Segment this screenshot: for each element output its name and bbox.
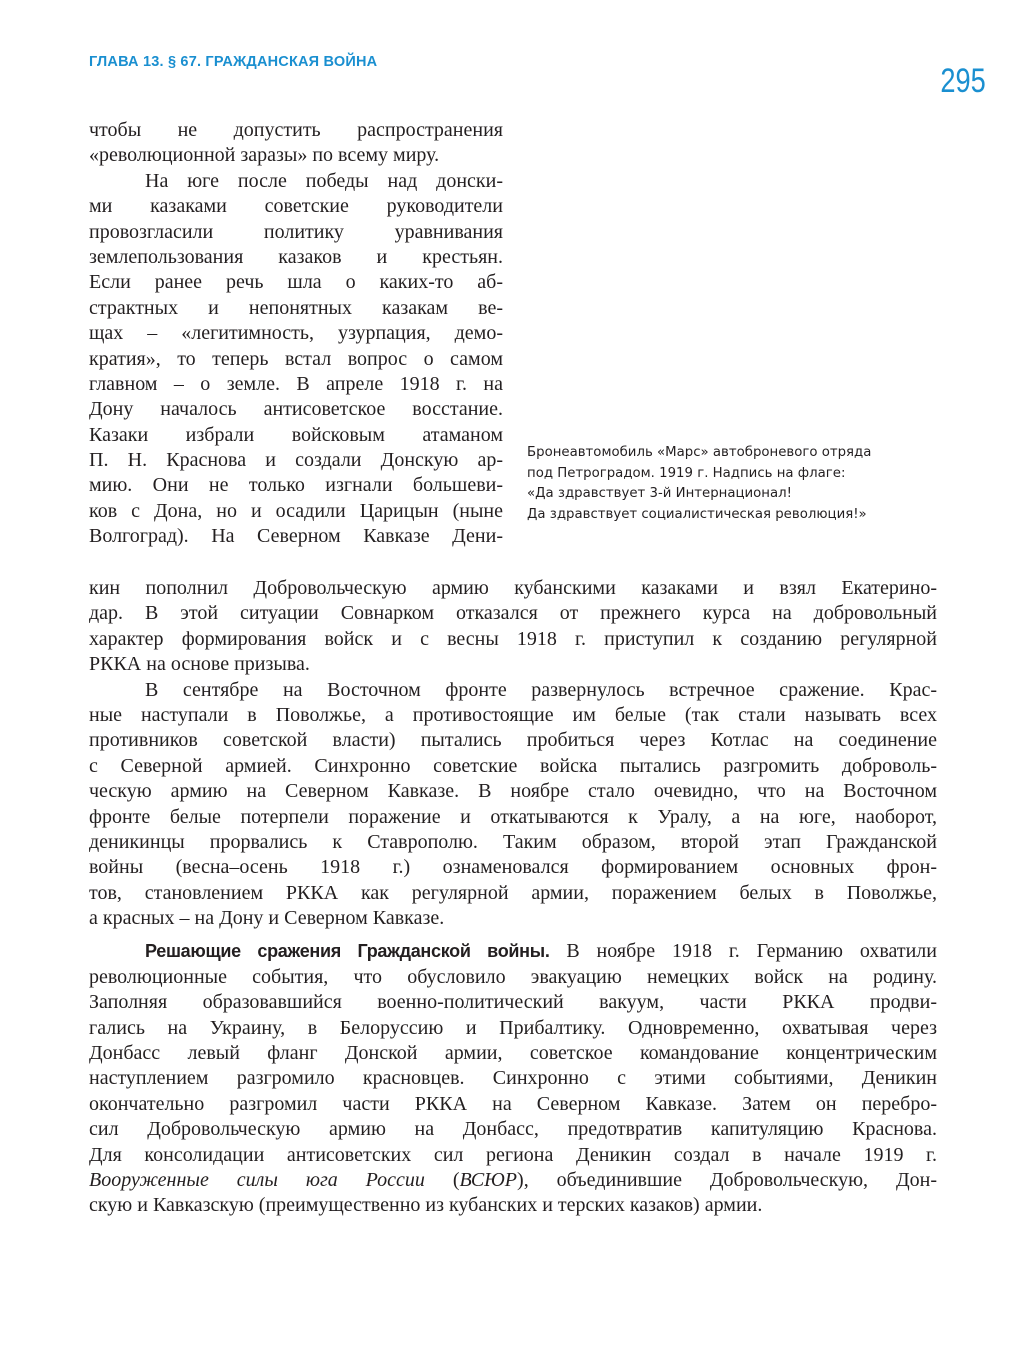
text-line: провозгласили политику уравнивания: [89, 220, 503, 243]
text-line: деникинцы прорвались к Ставрополю. Таким образом, второй этап Гражданской: [89, 830, 937, 853]
text-span: В ноябре 1918 г. Германию охватили: [549, 940, 937, 963]
text-line: [89, 939, 937, 964]
body-text-wide-column: [89, 576, 937, 1219]
text-span: (: [424, 1168, 460, 1191]
text-line: сил Добровольческую армию на Донбасс, предотвратив капитуляцию Краснова.: [89, 1118, 937, 1141]
text-line: Дону началось антисоветское восстание.: [89, 398, 503, 421]
text-line: щах – «легитимность, узурпация, демо-: [89, 322, 503, 345]
chapter-header: ГЛАВА 13. § 67. ГРАЖДАНСКАЯ ВОЙНА: [89, 54, 378, 70]
text-line: На юге после победы над донски-: [145, 169, 503, 192]
text-line: Заполняя образовавшийся военно-политический вакуум, части РККА продви-: [89, 991, 937, 1014]
text-line: противников советской власти) пытались пробиться через Котлас на соединение: [89, 729, 937, 752]
text-line: Если ранее речь шла о каких-то аб-: [89, 271, 503, 294]
text-line: кратия», то теперь встал вопрос о самом: [89, 347, 503, 370]
section-heading: Решающие сражения Гражданской войны.: [145, 941, 550, 962]
text-line: главном – о земле. В апреле 1918 г. на: [89, 372, 503, 395]
text-line: страктных и непонятных казакам ве-: [89, 296, 503, 319]
text-line: окончательно разгромил части РККА на Северном Кавказе. Затем он перебро-: [89, 1092, 937, 1115]
text-line: РККА на основе призыва.: [89, 653, 310, 676]
text-line: [89, 1168, 937, 1193]
text-line: В сентябре на Восточном фронте развернулось встречное сражение. Крас-: [145, 678, 937, 701]
text-line: Для консолидации антисоветских сил региона Деникин создал в начале 1919 г.: [89, 1143, 937, 1166]
page-number: 295: [940, 62, 986, 100]
text-line: гались на Украину, в Белоруссию и Прибалтику. Одновременно, охватывая через: [89, 1016, 937, 1039]
italic-abbreviation: ВСЮР: [459, 1168, 518, 1191]
text-line: П. Н. Краснова и создали Донскую ар-: [89, 449, 503, 472]
text-line: чтобы не допустить распространения: [89, 119, 503, 141]
text-line: характер формирования войск и с весны 1918 г. приступил к созданию регулярной: [89, 627, 937, 650]
caption-line: Да здравствует социалистическая революция!»: [527, 506, 867, 522]
caption-line: «Да здравствует 3-й Интернационал!: [527, 486, 792, 501]
text-line: землепользования казаков и крестьян.: [89, 245, 503, 268]
caption-line: под Петроградом. 1919 г. Надпись на флаге:: [527, 465, 846, 481]
text-line: революционные события, что обусловило эвакуацию немецких войск на родину.: [89, 965, 937, 988]
text-line: ми казаками советские руководители: [89, 195, 503, 218]
text-line: «революционной заразы» по всему миру.: [89, 144, 440, 167]
text-line: ные наступали в Поволжье, а противостоящие им белые (так стали называть всех: [89, 703, 937, 726]
body-text-narrow-column: [89, 118, 503, 550]
text-line: ческую армию на Северном Кавказе. В ноябре стало очевидно, что на Восточном: [89, 780, 937, 803]
text-line: войны (весна–осень 1918 г.) ознаменовался формированием основных фрон-: [89, 856, 937, 879]
text-line: Казаки избрали войсковым атаманом: [89, 423, 503, 446]
text-line: дар. В этой ситуации Совнарком отказался от прежнего курса на добровольный: [89, 602, 937, 625]
caption-line: Бронеавтомобиль «Марс» автоброневого отряда: [527, 445, 872, 460]
text-line: тов, становлением РККА как регулярной армии, поражением белых в Поволжье,: [89, 881, 937, 904]
text-line: фронте белые потерпели поражение и откатываются к Уралу, а на юге, наоборот,: [89, 805, 937, 828]
text-line: а красных – на Дону и Северном Кавказе.: [89, 907, 445, 930]
figure-caption: [527, 443, 947, 525]
text-line: кин пополнил Добровольческую армию кубанскими казаками и взял Екатерино-: [89, 577, 937, 599]
text-line: мию. Они не только изгнали большеви-: [89, 474, 503, 497]
text-span: ), объединившие Добровольческую, Дон-: [517, 1168, 937, 1191]
text-line: ков с Дона, но и осадили Царицын (ныне: [89, 499, 503, 522]
text-line: с Северной армией. Синхронно советские войска пытались разгромить доброволь-: [89, 754, 937, 777]
text-line: Донбасс левый фланг Донской армии, советское командование концентрическим: [89, 1042, 937, 1065]
italic-term: Вооруженные силы юга России: [89, 1168, 425, 1191]
text-line: скую и Кавказскую (преимущественно из кубанских и терских казаков) армии.: [89, 1194, 763, 1217]
text-line: наступлением разгромило красновцев. Синхронно с этими событиями, Деникин: [89, 1067, 937, 1090]
text-line: Волгоград). На Северном Кавказе Дени-: [89, 525, 503, 548]
